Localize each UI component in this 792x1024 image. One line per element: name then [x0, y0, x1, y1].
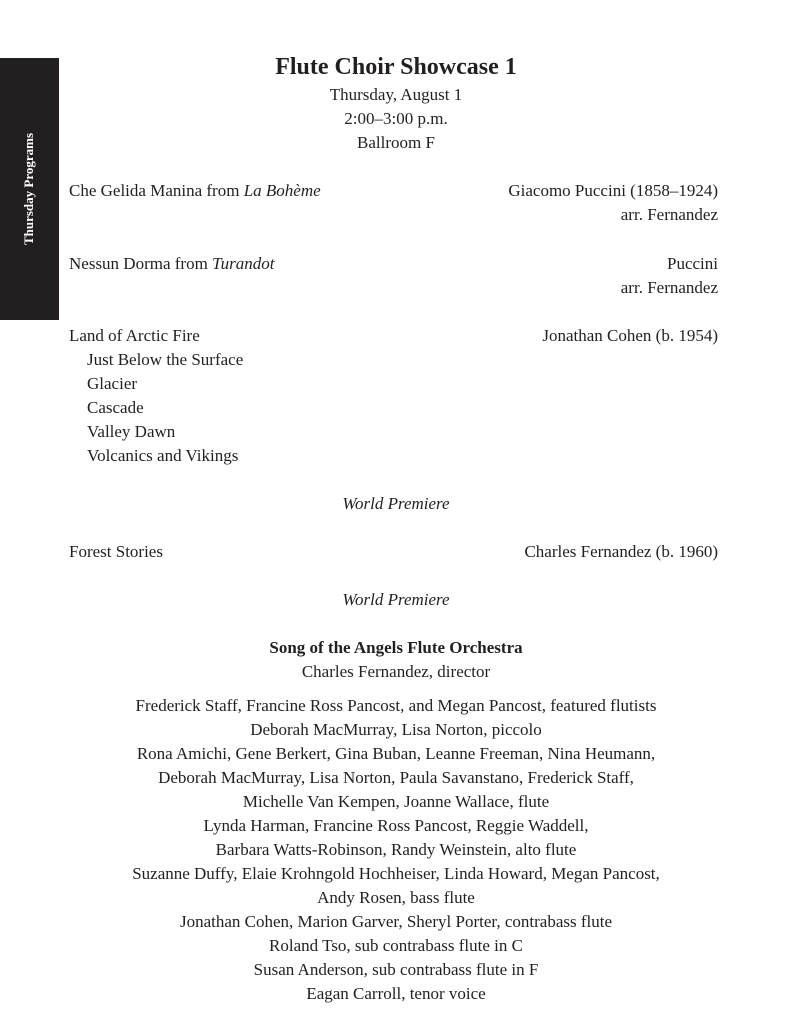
premiere-note: World Premiere: [342, 590, 450, 609]
event-time: 2:00–3:00 p.m.: [344, 109, 448, 128]
piece-arranger: arr. Fernandez: [620, 205, 718, 224]
piece-title: Che Gelida Manina from La Bohème: [69, 181, 321, 200]
personnel-line: Suzanne Duffy, Elaie Krohngold Hochheiser, Linda Howard, Megan Pancost,: [132, 864, 660, 883]
event-location: Ballroom F: [357, 133, 435, 152]
personnel-line: Andy Rosen, bass flute: [317, 888, 475, 907]
personnel-line: Lynda Harman, Francine Ross Pancost, Reggie Waddell,: [203, 816, 589, 835]
piece-title: Nessun Dorma from Turandot: [69, 254, 275, 273]
ensemble-director: Charles Fernandez, director: [301, 662, 491, 681]
side-tab-label: Thursday Programs: [21, 132, 36, 246]
personnel-line: Barbara Watts-Robinson, Randy Weinstein, alto flute: [215, 840, 577, 859]
personnel-line: Deborah MacMurray, Lisa Norton, Paula Savanstano, Frederick Staff,: [158, 768, 634, 787]
piece-arranger: arr. Fernandez: [620, 278, 718, 297]
movement: Volcanics and Vikings: [87, 446, 239, 465]
piece-title: Forest Stories: [69, 542, 163, 561]
personnel-line: Roland Tso, sub contrabass flute in C: [269, 936, 523, 955]
personnel-line: Michelle Van Kempen, Joanne Wallace, flute: [242, 792, 550, 811]
piece-composer: Giacomo Puccini (1858–1924): [508, 181, 718, 200]
ensemble-name: Song of the Angels Flute Orchestra: [269, 638, 523, 657]
piece-composer: Jonathan Cohen (b. 1954): [542, 326, 718, 345]
personnel-line: Eagan Carroll, tenor voice: [306, 984, 486, 1003]
personnel-line: Rona Amichi, Gene Berkert, Gina Buban, Leanne Freeman, Nina Heumann,: [136, 744, 656, 763]
movement: Just Below the Surface: [87, 350, 244, 369]
event-date: Thursday, August 1: [329, 85, 463, 104]
movement: Glacier: [87, 374, 138, 393]
personnel-line: Jonathan Cohen, Marion Garver, Sheryl Porter, contrabass flute: [179, 912, 613, 931]
piece-composer: Charles Fernandez (b. 1960): [524, 542, 718, 561]
personnel-line: Deborah MacMurray, Lisa Norton, piccolo: [250, 720, 542, 739]
piece-title: Land of Arctic Fire: [69, 326, 200, 345]
premiere-note: World Premiere: [342, 494, 450, 513]
movement: Cascade: [87, 398, 144, 417]
personnel-line: Frederick Staff, Francine Ross Pancost, and Megan Pancost, featured flutists: [135, 696, 657, 715]
movement: Valley Dawn: [87, 422, 176, 441]
personnel-line: Susan Anderson, sub contrabass flute in F: [253, 960, 539, 979]
page-title: Flute Choir Showcase 1: [275, 54, 517, 80]
piece-composer: Puccini: [667, 254, 718, 273]
